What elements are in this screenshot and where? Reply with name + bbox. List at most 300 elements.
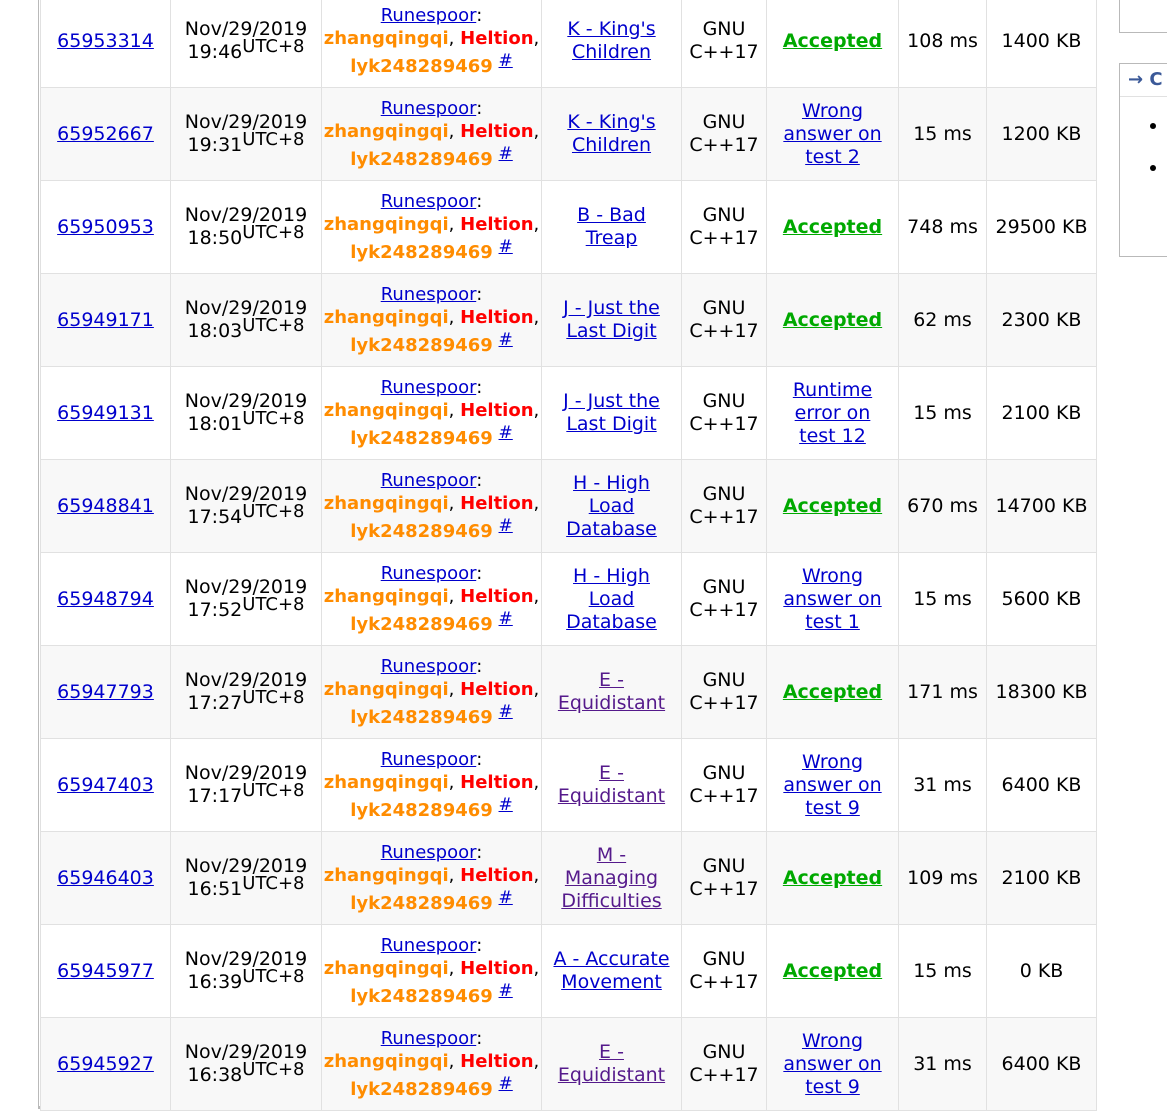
language-line: GNU — [702, 390, 746, 412]
problem-link[interactable] — [566, 472, 657, 540]
table-row — [41, 274, 1097, 367]
verdict-line: answer on — [783, 1052, 882, 1075]
member-link[interactable]: zhangqingqi — [323, 1051, 449, 1072]
member-link[interactable]: lyk248289469 — [350, 800, 493, 821]
verdict-cell — [767, 274, 899, 367]
party-cell: Runespoor: zhangqingqi, Heltion, lyk248289469 # — [322, 88, 542, 181]
timezone: UTC+8 — [242, 873, 305, 894]
time-value: 31 ms — [913, 1052, 972, 1075]
time-cell — [899, 925, 987, 1018]
language-line: C++17 — [689, 971, 759, 993]
verdict-line: error on — [794, 401, 871, 424]
member-link[interactable]: Heltion — [460, 772, 534, 793]
party-cell: Runespoor: zhangqingqi, Heltion, lyk248289469 # — [322, 0, 542, 88]
member-link[interactable]: lyk248289469 — [350, 521, 493, 542]
submission-id-link[interactable]: 65950953 — [57, 215, 154, 238]
submission-id-cell — [41, 367, 171, 460]
bullet-icon — [1150, 123, 1156, 129]
member-link[interactable]: Heltion — [460, 865, 534, 886]
table-row — [41, 88, 1097, 181]
table-row — [41, 460, 1097, 553]
member-link[interactable]: Heltion — [460, 121, 534, 142]
submission-date: Nov/29/2019 — [184, 297, 308, 319]
timezone: UTC+8 — [242, 501, 305, 522]
problem-cell — [542, 88, 682, 181]
problem-line: Load — [588, 494, 635, 517]
team-hash-link[interactable]: # — [498, 981, 513, 1001]
problem-line: J - Just the — [563, 390, 660, 412]
when-cell — [171, 646, 322, 739]
when-cell — [171, 1018, 322, 1111]
submission-date: Nov/29/2019 — [184, 483, 308, 505]
team-link[interactable]: Runespoor — [380, 5, 477, 26]
member-link[interactable]: Heltion — [460, 400, 534, 421]
member-link[interactable]: zhangqingqi — [323, 586, 449, 607]
problem-link[interactable] — [558, 669, 665, 714]
time-cell — [899, 181, 987, 274]
verdict-line: Accepted — [782, 29, 883, 52]
team-hash-link[interactable]: # — [498, 702, 513, 722]
memory-value: 2100 KB — [1001, 401, 1082, 424]
time-value: 670 ms — [907, 494, 978, 517]
member-link[interactable]: Heltion — [460, 493, 534, 514]
language-cell — [682, 460, 767, 553]
member-link[interactable]: Heltion — [460, 1051, 534, 1072]
language-cell — [682, 925, 767, 1018]
language-line: C++17 — [689, 1064, 759, 1086]
problem-cell — [542, 553, 682, 646]
submission-id-cell — [41, 925, 171, 1018]
table-row — [41, 1018, 1097, 1111]
language-line: C++17 — [689, 320, 759, 342]
time-value: 109 ms — [907, 866, 978, 889]
submission-id-cell — [41, 553, 171, 646]
problem-cell — [542, 1018, 682, 1111]
problem-link[interactable] — [563, 390, 660, 435]
memory-value: 5600 KB — [1001, 587, 1082, 610]
verdict-line: Accepted — [782, 215, 883, 238]
submission-date: Nov/29/2019 — [184, 576, 308, 598]
team-link[interactable]: Runespoor — [380, 191, 477, 212]
verdict-link[interactable] — [783, 100, 881, 168]
submission-time: 16:39 — [187, 971, 243, 993]
language-line: GNU — [702, 297, 746, 319]
verdict-link[interactable] — [783, 495, 882, 517]
problem-line: Managing — [564, 866, 659, 889]
member-link[interactable]: Heltion — [460, 586, 534, 607]
member-link[interactable]: lyk248289469 — [350, 893, 493, 914]
verdict-link[interactable] — [783, 1030, 881, 1098]
member-link[interactable]: zhangqingqi — [323, 958, 449, 979]
memory-value: 18300 KB — [995, 680, 1088, 703]
team-hash-link[interactable]: # — [498, 330, 513, 350]
member-link[interactable]: Heltion — [460, 214, 534, 235]
problem-line: Treap — [585, 227, 638, 249]
member-link[interactable]: lyk248289469 — [350, 614, 493, 635]
time-cell — [899, 0, 987, 88]
memory-cell — [987, 553, 1097, 646]
problem-link[interactable] — [553, 948, 669, 993]
problem-link[interactable] — [563, 297, 660, 342]
submission-id-link[interactable]: 65946403 — [57, 866, 154, 889]
when-cell — [171, 88, 322, 181]
language-line: C++17 — [689, 227, 759, 249]
submission-time: 18:01 — [187, 413, 243, 435]
problem-line: Last Digit — [566, 320, 657, 342]
submission-date: Nov/29/2019 — [184, 669, 308, 691]
submissions-table — [40, 0, 1097, 1111]
submission-id-link[interactable]: 65952667 — [57, 122, 154, 145]
submission-id-cell — [41, 274, 171, 367]
table-row — [41, 832, 1097, 925]
bullet-icon — [1150, 165, 1156, 171]
problem-line: J - Just the — [563, 297, 660, 319]
list-item — [1120, 151, 1167, 193]
submission-id-link[interactable]: 65947793 — [57, 680, 154, 703]
language-line: C++17 — [689, 506, 759, 528]
submission-id-cell — [41, 181, 171, 274]
problem-line: Difficulties — [561, 889, 662, 912]
sidebar-title[interactable]: → C — [1120, 64, 1167, 97]
language-line: GNU — [702, 855, 746, 877]
verdict-cell — [767, 1018, 899, 1111]
verdict-link[interactable] — [783, 216, 882, 238]
problem-link[interactable] — [561, 844, 661, 912]
verdict-line: test 1 — [805, 610, 860, 633]
memory-cell — [987, 367, 1097, 460]
language-cell — [682, 88, 767, 181]
verdict-line: Wrong — [801, 99, 864, 122]
when-cell — [171, 274, 322, 367]
submission-date: Nov/29/2019 — [184, 948, 308, 970]
submission-id-link[interactable]: 65949131 — [57, 401, 154, 424]
member-link[interactable]: lyk248289469 — [350, 242, 493, 263]
member-link[interactable]: lyk248289469 — [350, 428, 493, 449]
language-cell — [682, 832, 767, 925]
team-link[interactable]: Runespoor — [380, 470, 477, 491]
party-cell: Runespoor: zhangqingqi, Heltion, lyk248289469 # — [322, 460, 542, 553]
problem-line: E - — [599, 669, 624, 691]
memory-cell — [987, 460, 1097, 553]
problem-link[interactable] — [558, 762, 665, 807]
language-line: C++17 — [689, 413, 759, 435]
timezone: UTC+8 — [242, 36, 305, 57]
verdict-line: test 2 — [805, 145, 860, 168]
problem-line: Children — [571, 41, 652, 63]
submission-date: Nov/29/2019 — [184, 111, 308, 133]
member-link[interactable]: zhangqingqi — [323, 121, 449, 142]
team-hash-link[interactable]: # — [498, 1074, 513, 1094]
party-cell: Runespoor: zhangqingqi, Heltion, lyk248289469 # — [322, 925, 542, 1018]
verdict-line: test 12 — [799, 424, 866, 447]
language-cell — [682, 739, 767, 832]
team-link[interactable]: Runespoor — [380, 935, 477, 956]
memory-value: 14700 KB — [995, 494, 1088, 517]
team-link[interactable]: Runespoor — [380, 1028, 477, 1049]
member-link[interactable]: zhangqingqi — [323, 679, 449, 700]
member-link[interactable]: zhangqingqi — [323, 865, 449, 886]
table-row — [41, 739, 1097, 832]
problem-cell — [542, 460, 682, 553]
memory-cell — [987, 0, 1097, 88]
verdict-line: Accepted — [782, 680, 883, 703]
member-link[interactable]: Heltion — [460, 28, 534, 49]
memory-cell — [987, 646, 1097, 739]
language-cell — [682, 646, 767, 739]
problem-link[interactable] — [558, 1041, 665, 1086]
timezone: UTC+8 — [242, 408, 305, 429]
team-link[interactable]: Runespoor — [380, 656, 477, 677]
language-cell — [682, 181, 767, 274]
team-link[interactable]: Runespoor — [380, 749, 477, 770]
team-hash-link[interactable]: # — [498, 423, 513, 443]
language-cell — [682, 553, 767, 646]
table-row — [41, 553, 1097, 646]
language-line: C++17 — [689, 878, 759, 900]
verdict-line: test 9 — [805, 1075, 860, 1098]
verdict-link[interactable] — [783, 30, 882, 52]
time-cell — [899, 832, 987, 925]
submission-time: 17:54 — [187, 506, 243, 528]
time-cell — [899, 553, 987, 646]
submission-id-link[interactable]: 65947403 — [57, 773, 154, 796]
submission-id-link[interactable]: 65945977 — [57, 959, 154, 982]
team-hash-link[interactable]: # — [498, 144, 513, 164]
language-line: GNU — [702, 576, 746, 598]
language-cell — [682, 367, 767, 460]
memory-cell — [987, 1018, 1097, 1111]
time-cell — [899, 367, 987, 460]
submission-time: 17:27 — [187, 692, 243, 714]
party-cell: Runespoor: zhangqingqi, Heltion, lyk248289469 # — [322, 274, 542, 367]
member-link[interactable]: zhangqingqi — [323, 28, 449, 49]
verdict-cell — [767, 739, 899, 832]
member-link[interactable]: Heltion — [460, 679, 534, 700]
verdict-link[interactable] — [783, 681, 882, 703]
problem-line: H - High — [573, 471, 650, 494]
language-line: GNU — [702, 948, 746, 970]
submission-id-cell — [41, 0, 171, 88]
language-line: GNU — [702, 204, 746, 226]
submission-id-cell — [41, 739, 171, 832]
verdict-line: answer on — [783, 587, 882, 610]
party-cell: Runespoor: zhangqingqi, Heltion, lyk248289469 # — [322, 553, 542, 646]
submission-id-cell — [41, 646, 171, 739]
language-line: C++17 — [689, 785, 759, 807]
submission-id-link[interactable]: 65953314 — [57, 29, 154, 52]
when-cell — [171, 925, 322, 1018]
timezone: UTC+8 — [242, 1059, 305, 1080]
memory-value: 1400 KB — [1001, 29, 1082, 52]
problem-line: Database — [566, 610, 657, 633]
problem-link[interactable] — [577, 204, 646, 249]
team-hash-link[interactable]: # — [498, 888, 513, 908]
when-cell — [171, 367, 322, 460]
table-row — [41, 181, 1097, 274]
verdict-link[interactable] — [783, 867, 882, 889]
time-cell — [899, 88, 987, 181]
team-link[interactable]: Runespoor — [380, 284, 477, 305]
submission-id-link[interactable]: 65948794 — [57, 587, 154, 610]
submission-date: Nov/29/2019 — [184, 855, 308, 877]
timezone: UTC+8 — [242, 222, 305, 243]
memory-value: 0 KB — [1019, 959, 1064, 982]
time-value: 15 ms — [913, 401, 972, 424]
when-cell — [171, 739, 322, 832]
problem-line: E - — [599, 762, 624, 784]
team-link[interactable]: Runespoor — [380, 377, 477, 398]
member-link[interactable]: lyk248289469 — [350, 707, 493, 728]
language-line: C++17 — [689, 134, 759, 156]
party-cell: Runespoor: zhangqingqi, Heltion, lyk248289469 # — [322, 367, 542, 460]
time-cell — [899, 646, 987, 739]
table-row — [41, 0, 1097, 88]
language-cell — [682, 274, 767, 367]
memory-value: 29500 KB — [995, 215, 1088, 238]
when-cell — [171, 553, 322, 646]
team-hash-link[interactable]: # — [498, 516, 513, 536]
memory-value: 2300 KB — [1001, 308, 1082, 331]
party-cell: Runespoor: zhangqingqi, Heltion, lyk248289469 # — [322, 646, 542, 739]
sidebar-list — [1120, 109, 1167, 193]
language-cell — [682, 1018, 767, 1111]
time-value: 15 ms — [913, 587, 972, 610]
verdict-link[interactable] — [783, 960, 882, 982]
table-row — [41, 367, 1097, 460]
verdict-line: Wrong — [801, 750, 864, 773]
problem-link[interactable] — [566, 565, 657, 633]
time-value: 108 ms — [907, 29, 978, 52]
submission-date: Nov/29/2019 — [184, 762, 308, 784]
time-value: 62 ms — [913, 308, 972, 331]
submission-id-cell — [41, 460, 171, 553]
team-link[interactable]: Runespoor — [380, 563, 477, 584]
problem-line: Equidistant — [557, 692, 666, 714]
problem-cell — [542, 739, 682, 832]
verdict-cell — [767, 832, 899, 925]
team-hash-link[interactable]: # — [498, 237, 513, 257]
verdict-link[interactable] — [793, 379, 872, 447]
team-hash-link[interactable]: # — [498, 609, 513, 629]
sidebar-box-top — [1119, 0, 1167, 33]
problem-line: H - High — [573, 564, 650, 587]
party-cell: Runespoor: zhangqingqi, Heltion, lyk248289469 # — [322, 181, 542, 274]
language-cell — [682, 0, 767, 88]
problem-cell — [542, 646, 682, 739]
submission-id-cell — [41, 832, 171, 925]
problem-line: Children — [571, 134, 652, 156]
memory-cell — [987, 925, 1097, 1018]
submission-id-link[interactable]: 65949171 — [57, 308, 154, 331]
problem-cell — [542, 181, 682, 274]
when-cell — [171, 181, 322, 274]
language-line: GNU — [702, 483, 746, 505]
timezone: UTC+8 — [242, 129, 305, 150]
submission-date: Nov/29/2019 — [184, 390, 308, 412]
member-link[interactable]: lyk248289469 — [350, 56, 493, 77]
member-link[interactable]: lyk248289469 — [350, 986, 493, 1007]
party-cell: Runespoor: zhangqingqi, Heltion, lyk248289469 # — [322, 1018, 542, 1111]
submission-id-cell — [41, 88, 171, 181]
member-link[interactable]: zhangqingqi — [323, 307, 449, 328]
member-link[interactable]: Heltion — [460, 307, 534, 328]
problem-cell — [542, 0, 682, 88]
member-link[interactable]: lyk248289469 — [350, 1079, 493, 1100]
team-hash-link[interactable]: # — [498, 51, 513, 71]
team-link[interactable]: Runespoor — [380, 842, 477, 863]
problem-line: Equidistant — [557, 1064, 666, 1086]
member-link[interactable]: zhangqingqi — [323, 493, 449, 514]
list-item — [1120, 109, 1167, 151]
party-cell: Runespoor: zhangqingqi, Heltion, lyk248289469 # — [322, 739, 542, 832]
member-link[interactable]: zhangqingqi — [323, 214, 449, 235]
verdict-line: test 9 — [805, 796, 860, 819]
verdict-cell — [767, 88, 899, 181]
party-cell: Runespoor: zhangqingqi, Heltion, lyk248289469 # — [322, 832, 542, 925]
problem-link[interactable] — [567, 18, 655, 63]
member-link[interactable]: zhangqingqi — [323, 400, 449, 421]
verdict-cell — [767, 925, 899, 1018]
time-cell — [899, 1018, 987, 1111]
problem-line: K - King's — [567, 18, 656, 40]
problem-line: B - Bad — [577, 204, 646, 226]
member-link[interactable]: lyk248289469 — [350, 335, 493, 356]
memory-cell — [987, 88, 1097, 181]
problem-line: K - King's — [567, 111, 656, 133]
verdict-line: Accepted — [782, 866, 883, 889]
verdict-line: Accepted — [782, 959, 883, 982]
language-line: GNU — [702, 762, 746, 784]
when-cell — [171, 832, 322, 925]
problem-cell — [542, 367, 682, 460]
submission-id-link[interactable]: 65945927 — [57, 1052, 154, 1075]
problem-link[interactable] — [567, 111, 655, 156]
language-line: C++17 — [689, 41, 759, 63]
time-cell — [899, 739, 987, 832]
time-cell — [899, 460, 987, 553]
memory-value: 1200 KB — [1001, 122, 1082, 145]
submission-time: 19:46 — [187, 41, 243, 63]
member-link[interactable]: lyk248289469 — [350, 149, 493, 170]
verdict-line: Runtime — [792, 378, 873, 401]
problem-line: Equidistant — [557, 785, 666, 807]
problem-cell — [542, 832, 682, 925]
verdict-link[interactable] — [783, 751, 881, 819]
verdict-cell — [767, 553, 899, 646]
verdict-link[interactable] — [783, 309, 882, 331]
problem-line: E - — [599, 1041, 624, 1063]
team-hash-link[interactable]: # — [498, 795, 513, 815]
submission-date: Nov/29/2019 — [184, 1041, 308, 1063]
memory-value: 6400 KB — [1001, 773, 1082, 796]
submission-date: Nov/29/2019 — [184, 18, 308, 40]
time-value: 31 ms — [913, 773, 972, 796]
time-cell — [899, 274, 987, 367]
submission-id-link[interactable]: 65948841 — [57, 494, 154, 517]
problem-line: Load — [588, 587, 635, 610]
language-line: GNU — [702, 669, 746, 691]
member-link[interactable]: Heltion — [460, 958, 534, 979]
timezone: UTC+8 — [242, 687, 305, 708]
submission-time: 17:52 — [187, 599, 243, 621]
verdict-line: answer on — [783, 773, 882, 796]
memory-cell — [987, 832, 1097, 925]
verdict-link[interactable] — [783, 565, 881, 633]
verdict-cell — [767, 181, 899, 274]
table-row — [41, 925, 1097, 1018]
member-link[interactable]: zhangqingqi — [323, 772, 449, 793]
team-link[interactable]: Runespoor — [380, 98, 477, 119]
